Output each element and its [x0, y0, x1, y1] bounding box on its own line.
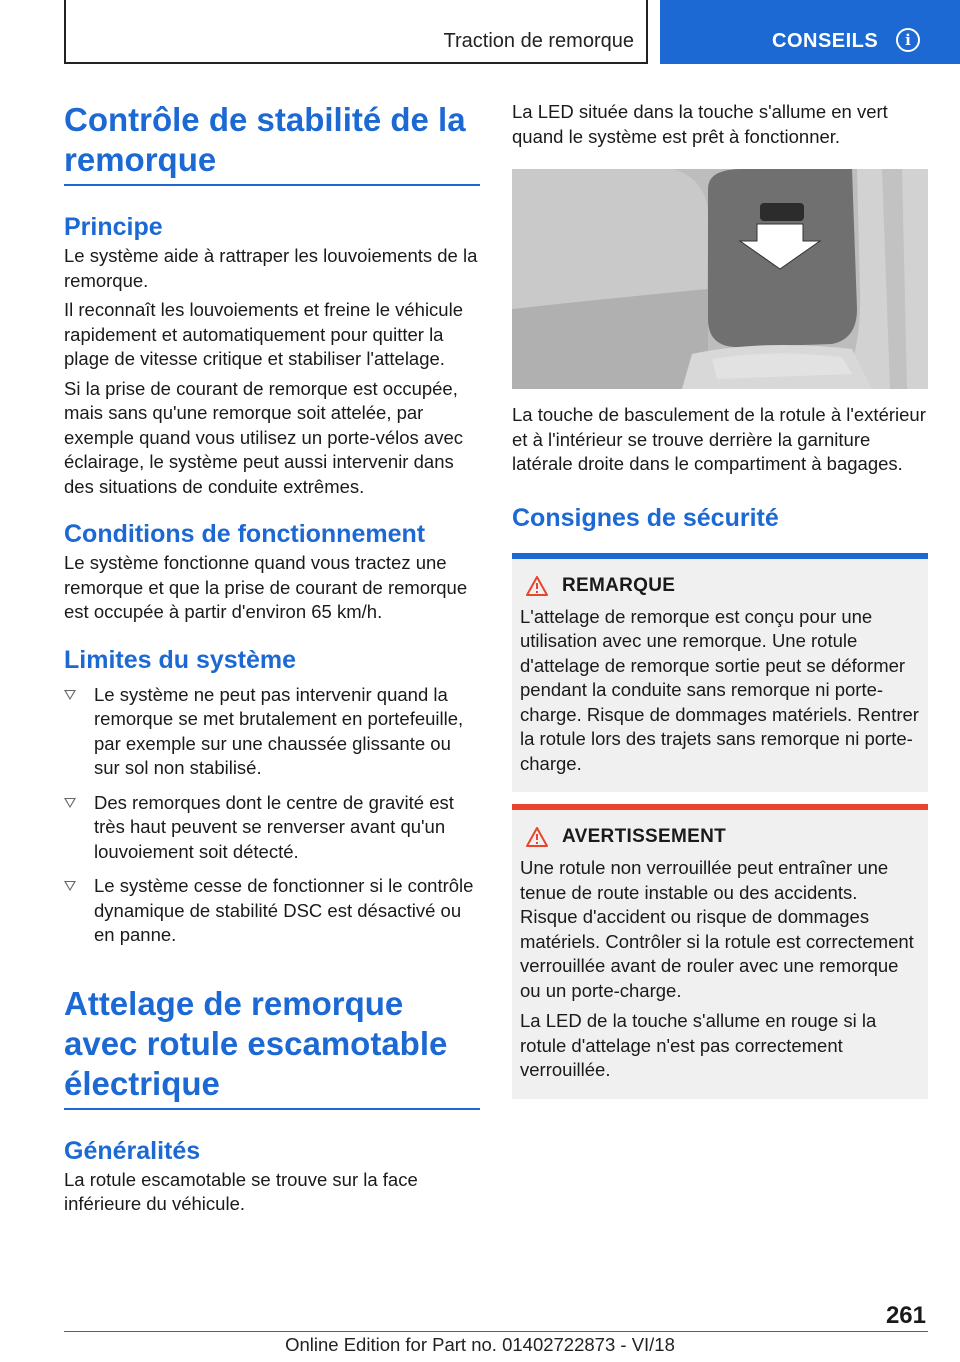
notice-title: REMARQUE — [562, 574, 676, 596]
footer-edition: Online Edition for Part no. 01402722873 - VI/18 — [285, 1334, 675, 1355]
photo-caption: La touche de basculement de la rotule à l'extérieur et à l'intérieur se trouve derrière la garniture latérale droite dans le compartiment à bagages. — [512, 404, 926, 474]
subsection-title-limites: Limites du système — [64, 645, 297, 674]
generalites-paragraph: La rotule escamotable se trouve sur la face inférieure du véhicule. — [64, 1168, 418, 1214]
subsection-title-principe: Principe — [64, 213, 163, 241]
notice-box-avertissement — [512, 804, 928, 1099]
triangle-bullet-icon — [64, 798, 76, 808]
left-column — [64, 100, 480, 1217]
right-column — [512, 100, 928, 1099]
header-section-tab — [64, 0, 648, 64]
list-item — [64, 791, 480, 865]
warning-triangle-icon — [526, 576, 548, 596]
notice-text: L'attelage de remorque est conçu pour une utilisation avec une remorque. Une rotule d'attelage de remorque sortie peut se déformer pendant la conduite sans remorque ni porte-charge. Risque de dommages matériels. Rentrer la rotule lors des trajets sans remorque ni porte-charge. — [520, 605, 919, 774]
subsection-title-consignes: Consignes de sécurité — [512, 503, 779, 532]
principe-paragraph-1: Le système aide à rattraper les louvoiements de la remorque. — [64, 245, 478, 291]
header-section-title: Traction de remorque — [443, 30, 634, 52]
subsection-title-conditions: Conditions de fonctionnement — [64, 520, 426, 548]
section-title-trailer-stability: Contrôle de stabilité de la remorque — [64, 100, 480, 186]
limites-list — [64, 683, 480, 948]
led-paragraph: La LED située dans la touche s'allume en vert quand le système est prêt à fonctionner. — [512, 101, 888, 147]
subsection-title-generalites: Généralités — [64, 1136, 201, 1165]
triangle-bullet-icon — [64, 690, 76, 700]
page-number: 261 — [885, 1302, 926, 1329]
header-chapter-title: CONSEILS — [772, 30, 879, 52]
triangle-bullet-icon — [64, 881, 76, 891]
list-item-text: Le système ne peut pas intervenir quand la remorque se met brutalement en portefeuille, par exemple sur une chaussée glissante ou sur sol non stabilisé. — [94, 683, 464, 778]
warning-text-1: Une rotule non verrouillée peut entraîner une tenue de route instable ou des accidents. Risque d'accident ou risque de dommages matériels. Contrôler si la rotule est correctement verrouillée avant de rouler avec une remorque ou un porte-charge. — [520, 857, 914, 1001]
section-title-towbar: Attelage de remorque avec rotule escamotable électrique — [64, 984, 480, 1110]
principe-paragraph-3: Si la prise de courant de remorque est occupée, mais sans qu'une remorque soit attelée, par exemple quand vous utilisez un porte-vélos avec éclairage, le système peut aussi intervenir dans des situations de conduite extrêmes. — [64, 377, 464, 497]
principe-paragraph-2: Il reconnaît les louvoiements et freine le véhicule rapidement et automatiquement pour quitter la plage de vitesse critique et stabiliser l'attelage. — [64, 299, 463, 369]
list-item — [64, 683, 480, 781]
list-item-text: Des remorques dont le centre de gravité est très haut peuvent se renverser avant qu'un louvoiement soit détecté. — [94, 791, 454, 862]
list-item — [64, 874, 480, 948]
warning-triangle-icon — [526, 827, 548, 847]
conditions-paragraph: Le système fonctionne quand vous tractez une remorque et que la prise de courant de remorque est occupée à partir d'environ 65 km/h. — [64, 552, 468, 622]
warning-text-2: La LED de la touche s'allume en rouge si la rotule d'attelage n'est pas correctement verrouillée. — [520, 1010, 877, 1080]
header-chapter-tab[interactable] — [660, 0, 960, 64]
notice-box-remarque — [512, 553, 928, 793]
warning-title: AVERTISSEMENT — [562, 826, 727, 847]
footer-divider — [64, 1331, 928, 1332]
info-icon: i — [896, 28, 920, 52]
trunk-switch-photo — [512, 169, 928, 389]
list-item-text: Le système cesse de fonctionner si le contrôle dynamique de stabilité DSC est désactivé ou en panne. — [94, 875, 474, 945]
notice-title-row — [520, 573, 920, 599]
warning-title-row — [520, 824, 920, 850]
